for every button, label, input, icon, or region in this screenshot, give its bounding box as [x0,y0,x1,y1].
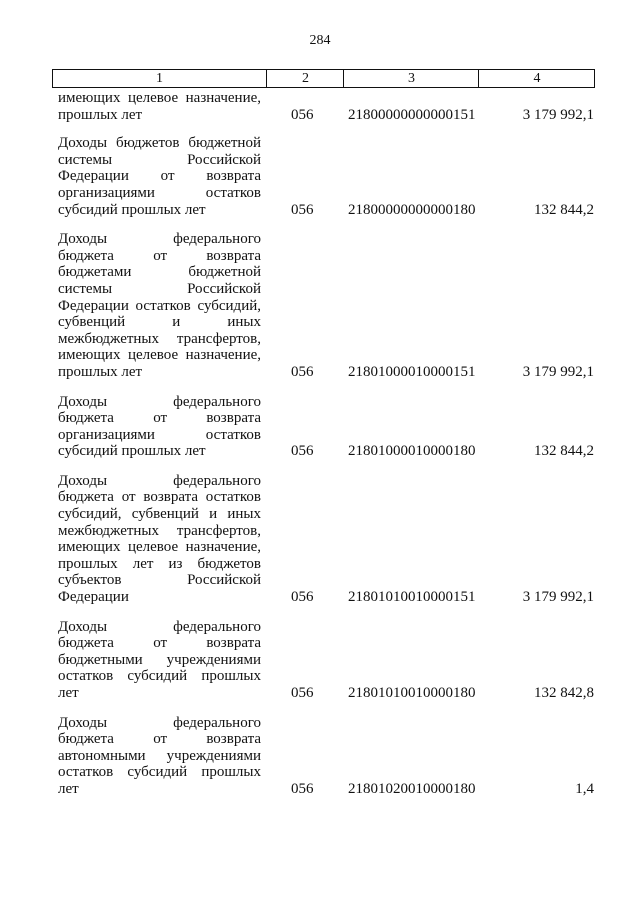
description-line: субвенций и иных [58,314,261,331]
amount: 3 179 992,1 [522,589,594,606]
description-line: субсидий прошлых лет [58,443,206,460]
table-row [58,715,598,798]
row-description [58,473,261,606]
description-line: Доходы бюджетов бюджетной [58,135,261,152]
row-description [58,715,261,798]
description-line: межбюджетных трансфертов, [58,522,261,539]
admin-code: 056 [291,780,314,797]
header-col-3: 3 [343,70,479,87]
row-description [58,394,261,460]
description-line: Федерации [58,589,129,606]
description-line: прошлых лет [58,363,143,380]
table-body [58,90,598,811]
description-line: системы Российской [58,280,261,297]
description-line: субъектов Российской [58,572,261,589]
description-line: бюджета от возврата [58,247,261,264]
header-col-2: 2 [266,70,344,87]
row-description [58,619,261,702]
budget-class-code: 21801010010000180 [348,685,476,701]
table-header [52,69,595,88]
description-line: системы Российской [58,151,261,168]
amount: 1,4 [575,780,594,797]
description-line: Доходы федерального [58,393,261,410]
description-line: бюджета от возврата [58,410,261,427]
description-line: организациями остатков [58,426,261,443]
description-line: Федерации остатков субсидий, [58,297,261,314]
description-line: бюджета от возврата [58,635,261,652]
budget-class-code: 21801020010000180 [348,780,476,797]
page-number: 284 [309,33,331,48]
description-line: межбюджетных трансфертов, [58,330,261,347]
amount: 132 844,2 [534,443,594,460]
admin-code: 056 [291,201,314,218]
description-line: прошлых лет из бюджетов [58,555,261,572]
budget-class-code: 21800000000000151 [348,106,476,123]
description-line: Доходы федерального [58,714,261,731]
description-line: остатков субсидий прошлых [58,668,261,685]
admin-code: 056 [291,443,314,460]
description-line: бюджета от возврата остатков [58,489,261,506]
description-line: Доходы федерального [58,618,261,635]
description-line: Доходы федерального [58,231,261,248]
row-description [58,90,261,123]
description-line: лет [58,780,79,797]
amount: 3 179 992,1 [522,106,594,123]
table-row [58,135,598,218]
budget-class-code: 21801000010000180 [348,443,476,460]
admin-code: 056 [291,685,314,701]
description-line: прошлых лет [58,106,143,123]
header-col-4: 4 [478,70,595,87]
description-line: Федерации от возврата [58,168,261,185]
description-line: бюджетами бюджетной [58,264,261,281]
budget-class-code: 21801010010000151 [348,589,476,606]
amount: 3 179 992,1 [522,363,594,380]
admin-code: 056 [291,363,314,380]
table-row [58,473,598,606]
description-line: имеющих целевое назначение, [58,539,261,556]
amount: 132 844,2 [534,201,594,218]
description-line: субсидий прошлых лет [58,201,206,218]
table-row [58,90,598,123]
description-line: имеющих целевое назначение, [58,347,261,364]
table-row [58,619,598,702]
amount: 132 842,8 [534,685,594,701]
description-line: автономными учреждениями [58,747,261,764]
admin-code: 056 [291,589,314,606]
row-description [58,231,261,380]
description-line: организациями остатков [58,184,261,201]
description-line: бюджета от возврата [58,731,261,748]
table-row [58,394,598,460]
description-line: лет [58,685,79,701]
description-line: имеющих целевое назначение, [58,90,261,106]
description-line: бюджетными учреждениями [58,651,261,668]
description-line: субсидий, субвенций и иных [58,506,261,523]
description-line: Доходы федерального [58,472,261,489]
admin-code: 056 [291,106,314,123]
budget-class-code: 21801000010000151 [348,363,476,380]
description-line: остатков субсидий прошлых [58,764,261,781]
header-col-1: 1 [156,71,163,86]
row-description [58,135,261,218]
budget-class-code: 21800000000000180 [348,201,476,218]
table-row [58,231,598,380]
